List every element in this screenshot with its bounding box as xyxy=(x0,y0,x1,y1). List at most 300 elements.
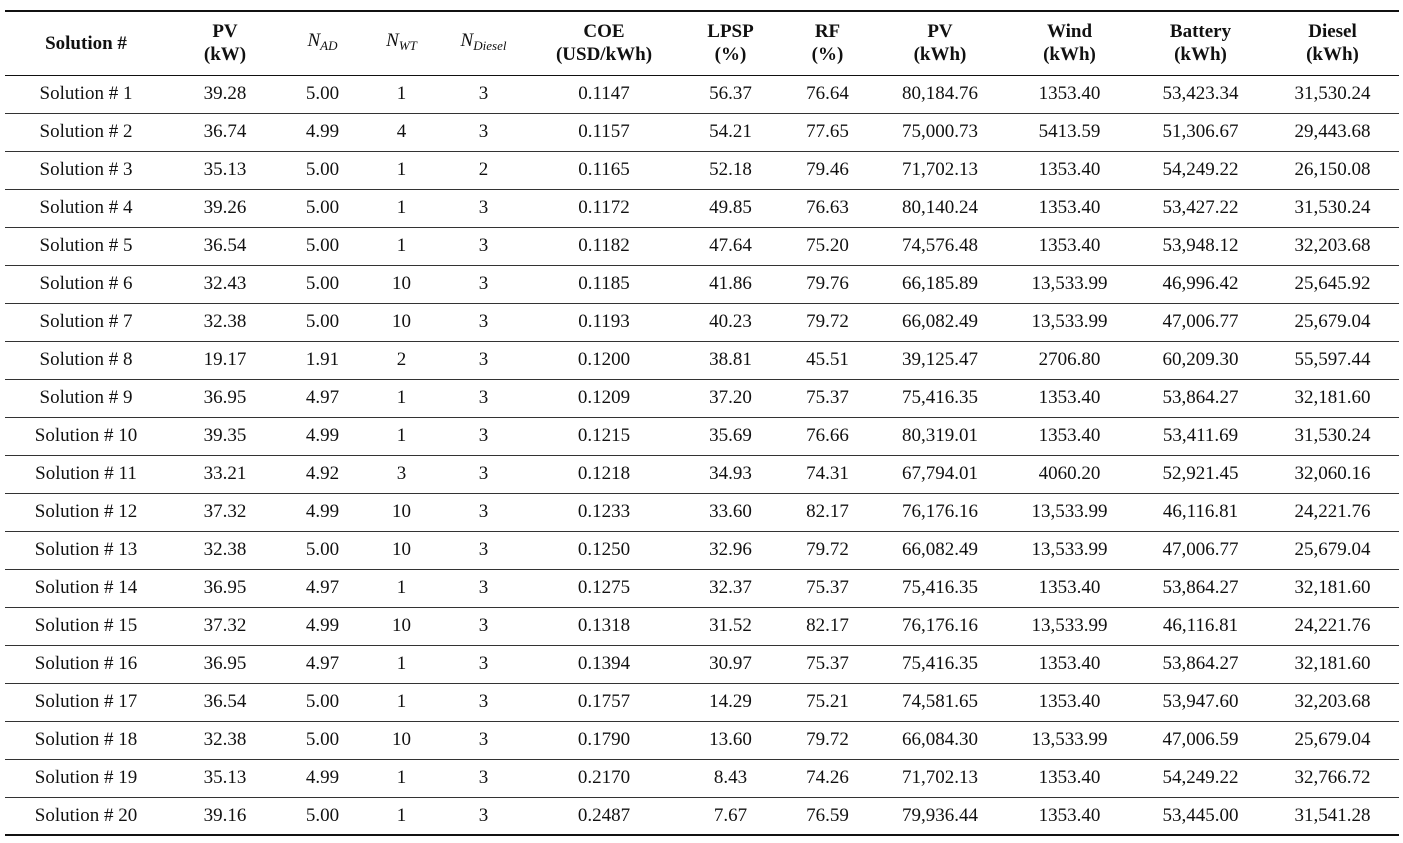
header-coe-unit: (USD/kWh) xyxy=(555,44,653,66)
n-wt-cell: 1 xyxy=(362,569,441,607)
n-ad-cell: 4.92 xyxy=(283,455,362,493)
n-wt-cell: 4 xyxy=(362,113,441,151)
pv-kwh-cell: 75,416.35 xyxy=(876,379,1004,417)
battery-kwh-cell: 53,864.27 xyxy=(1135,379,1266,417)
table-row xyxy=(5,645,1399,683)
header-pv-kw-unit: (kW) xyxy=(203,44,247,66)
solution-cell: Solution # 15 xyxy=(5,607,167,645)
pv-kw-cell: 32.43 xyxy=(167,265,283,303)
pv-kw-cell: 35.13 xyxy=(167,151,283,189)
header-rf-unit: (%) xyxy=(811,44,844,66)
coe-cell: 0.1218 xyxy=(526,455,682,493)
diesel-kwh-cell: 32,181.60 xyxy=(1266,569,1399,607)
coe-cell: 0.1182 xyxy=(526,227,682,265)
battery-kwh-cell: 53,445.00 xyxy=(1135,797,1266,835)
battery-kwh-cell: 47,006.77 xyxy=(1135,303,1266,341)
table-row xyxy=(5,797,1399,835)
n-wt-cell: 2 xyxy=(362,341,441,379)
n-ad-cell: 5.00 xyxy=(283,151,362,189)
pv-kwh-cell: 80,184.76 xyxy=(876,75,1004,113)
header-n-wt-sub: WT xyxy=(398,38,417,54)
header-solution-label: Solution # xyxy=(45,32,127,54)
n-wt-cell: 3 xyxy=(362,455,441,493)
rf-cell: 79.72 xyxy=(779,303,876,341)
coe-cell: 0.1147 xyxy=(526,75,682,113)
rf-cell: 75.37 xyxy=(779,569,876,607)
table-row xyxy=(5,189,1399,227)
rf-cell: 76.59 xyxy=(779,797,876,835)
battery-kwh-cell: 46,116.81 xyxy=(1135,607,1266,645)
header-rf xyxy=(779,11,876,75)
rf-cell: 45.51 xyxy=(779,341,876,379)
battery-kwh-cell: 46,116.81 xyxy=(1135,493,1266,531)
header-n-ad-base: N xyxy=(307,30,321,52)
table-row xyxy=(5,379,1399,417)
n-ad-cell: 1.91 xyxy=(283,341,362,379)
n-wt-cell: 1 xyxy=(362,797,441,835)
solutions-table xyxy=(5,10,1399,836)
solution-cell: Solution # 1 xyxy=(5,75,167,113)
rf-cell: 75.20 xyxy=(779,227,876,265)
header-solution xyxy=(5,11,167,75)
header-n-ad xyxy=(283,11,362,75)
n-ad-cell: 4.99 xyxy=(283,607,362,645)
pv-kwh-cell: 66,084.30 xyxy=(876,721,1004,759)
pv-kwh-cell: 75,000.73 xyxy=(876,113,1004,151)
rf-cell: 75.37 xyxy=(779,645,876,683)
coe-cell: 0.2487 xyxy=(526,797,682,835)
n-wt-cell: 1 xyxy=(362,75,441,113)
rf-cell: 79.76 xyxy=(779,265,876,303)
n-ad-cell: 4.97 xyxy=(283,379,362,417)
n-diesel-cell: 3 xyxy=(441,531,526,569)
coe-cell: 0.1200 xyxy=(526,341,682,379)
battery-kwh-cell: 47,006.59 xyxy=(1135,721,1266,759)
header-lpsp-label: LPSP xyxy=(707,21,754,43)
table-row xyxy=(5,493,1399,531)
pv-kw-cell: 39.26 xyxy=(167,189,283,227)
diesel-kwh-cell: 25,679.04 xyxy=(1266,303,1399,341)
coe-cell: 0.1394 xyxy=(526,645,682,683)
solution-cell: Solution # 4 xyxy=(5,189,167,227)
lpsp-cell: 40.23 xyxy=(682,303,779,341)
battery-kwh-cell: 47,006.77 xyxy=(1135,531,1266,569)
battery-kwh-cell: 51,306.67 xyxy=(1135,113,1266,151)
pv-kwh-cell: 80,140.24 xyxy=(876,189,1004,227)
n-diesel-cell: 3 xyxy=(441,417,526,455)
header-pv-kw-label: PV xyxy=(212,21,238,43)
pv-kwh-cell: 39,125.47 xyxy=(876,341,1004,379)
lpsp-cell: 52.18 xyxy=(682,151,779,189)
wind-kwh-cell: 13,533.99 xyxy=(1004,607,1135,645)
solution-cell: Solution # 18 xyxy=(5,721,167,759)
pv-kwh-cell: 67,794.01 xyxy=(876,455,1004,493)
n-ad-cell: 4.99 xyxy=(283,417,362,455)
rf-cell: 76.63 xyxy=(779,189,876,227)
n-ad-cell: 4.97 xyxy=(283,645,362,683)
header-coe-label: COE xyxy=(583,21,625,43)
diesel-kwh-cell: 25,679.04 xyxy=(1266,531,1399,569)
n-ad-cell: 4.99 xyxy=(283,493,362,531)
table-row xyxy=(5,607,1399,645)
coe-cell: 0.1193 xyxy=(526,303,682,341)
diesel-kwh-cell: 31,530.24 xyxy=(1266,417,1399,455)
table-row xyxy=(5,531,1399,569)
header-battery-kwh xyxy=(1135,11,1266,75)
n-diesel-cell: 3 xyxy=(441,265,526,303)
pv-kw-cell: 39.16 xyxy=(167,797,283,835)
table-row xyxy=(5,113,1399,151)
lpsp-cell: 37.20 xyxy=(682,379,779,417)
table-header xyxy=(5,11,1399,75)
n-diesel-cell: 2 xyxy=(441,151,526,189)
solution-cell: Solution # 12 xyxy=(5,493,167,531)
diesel-kwh-cell: 31,530.24 xyxy=(1266,189,1399,227)
pv-kw-cell: 32.38 xyxy=(167,303,283,341)
n-wt-cell: 1 xyxy=(362,189,441,227)
lpsp-cell: 34.93 xyxy=(682,455,779,493)
battery-kwh-cell: 53,411.69 xyxy=(1135,417,1266,455)
battery-kwh-cell: 52,921.45 xyxy=(1135,455,1266,493)
battery-kwh-cell: 54,249.22 xyxy=(1135,759,1266,797)
n-wt-cell: 10 xyxy=(362,531,441,569)
n-wt-cell: 1 xyxy=(362,683,441,721)
header-diesel-kwh-unit: (kWh) xyxy=(1306,44,1359,66)
n-diesel-cell: 3 xyxy=(441,341,526,379)
wind-kwh-cell: 1353.40 xyxy=(1004,379,1135,417)
diesel-kwh-cell: 32,203.68 xyxy=(1266,227,1399,265)
rf-cell: 79.72 xyxy=(779,531,876,569)
coe-cell: 0.1757 xyxy=(526,683,682,721)
table-row xyxy=(5,455,1399,493)
header-coe xyxy=(526,11,682,75)
pv-kwh-cell: 75,416.35 xyxy=(876,645,1004,683)
solution-cell: Solution # 10 xyxy=(5,417,167,455)
wind-kwh-cell: 1353.40 xyxy=(1004,151,1135,189)
lpsp-cell: 33.60 xyxy=(682,493,779,531)
diesel-kwh-cell: 31,530.24 xyxy=(1266,75,1399,113)
pv-kw-cell: 37.32 xyxy=(167,607,283,645)
table-row xyxy=(5,227,1399,265)
n-wt-cell: 1 xyxy=(362,417,441,455)
battery-kwh-cell: 46,996.42 xyxy=(1135,265,1266,303)
n-ad-cell: 5.00 xyxy=(283,227,362,265)
solution-cell: Solution # 6 xyxy=(5,265,167,303)
table-row xyxy=(5,341,1399,379)
n-ad-cell: 5.00 xyxy=(283,265,362,303)
n-ad-cell: 5.00 xyxy=(283,797,362,835)
n-diesel-cell: 3 xyxy=(441,227,526,265)
coe-cell: 0.1165 xyxy=(526,151,682,189)
n-wt-cell: 10 xyxy=(362,493,441,531)
header-rf-label: RF xyxy=(814,21,841,43)
diesel-kwh-cell: 25,679.04 xyxy=(1266,721,1399,759)
n-diesel-cell: 3 xyxy=(441,645,526,683)
table-body xyxy=(5,75,1399,835)
diesel-kwh-cell: 26,150.08 xyxy=(1266,151,1399,189)
lpsp-cell: 30.97 xyxy=(682,645,779,683)
solution-cell: Solution # 20 xyxy=(5,797,167,835)
lpsp-cell: 14.29 xyxy=(682,683,779,721)
pv-kw-cell: 36.95 xyxy=(167,569,283,607)
table-row xyxy=(5,759,1399,797)
lpsp-cell: 38.81 xyxy=(682,341,779,379)
pv-kwh-cell: 76,176.16 xyxy=(876,607,1004,645)
pv-kw-cell: 39.28 xyxy=(167,75,283,113)
lpsp-cell: 7.67 xyxy=(682,797,779,835)
header-pv-kwh xyxy=(876,11,1004,75)
diesel-kwh-cell: 32,766.72 xyxy=(1266,759,1399,797)
coe-cell: 0.1250 xyxy=(526,531,682,569)
diesel-kwh-cell: 32,181.60 xyxy=(1266,645,1399,683)
results-table-container xyxy=(5,10,1399,836)
lpsp-cell: 47.64 xyxy=(682,227,779,265)
battery-kwh-cell: 54,249.22 xyxy=(1135,151,1266,189)
header-diesel-kwh xyxy=(1266,11,1399,75)
header-row xyxy=(5,11,1399,75)
rf-cell: 76.64 xyxy=(779,75,876,113)
solution-cell: Solution # 11 xyxy=(5,455,167,493)
coe-cell: 0.1157 xyxy=(526,113,682,151)
n-wt-cell: 10 xyxy=(362,265,441,303)
wind-kwh-cell: 1353.40 xyxy=(1004,189,1135,227)
pv-kwh-cell: 76,176.16 xyxy=(876,493,1004,531)
n-diesel-cell: 3 xyxy=(441,189,526,227)
n-diesel-cell: 3 xyxy=(441,303,526,341)
lpsp-cell: 32.96 xyxy=(682,531,779,569)
solution-cell: Solution # 9 xyxy=(5,379,167,417)
wind-kwh-cell: 1353.40 xyxy=(1004,417,1135,455)
battery-kwh-cell: 53,427.22 xyxy=(1135,189,1266,227)
pv-kw-cell: 36.95 xyxy=(167,379,283,417)
table-row xyxy=(5,303,1399,341)
rf-cell: 82.17 xyxy=(779,493,876,531)
diesel-kwh-cell: 24,221.76 xyxy=(1266,607,1399,645)
wind-kwh-cell: 1353.40 xyxy=(1004,759,1135,797)
n-wt-cell: 1 xyxy=(362,151,441,189)
pv-kwh-cell: 71,702.13 xyxy=(876,759,1004,797)
pv-kw-cell: 37.32 xyxy=(167,493,283,531)
solution-cell: Solution # 8 xyxy=(5,341,167,379)
pv-kwh-cell: 80,319.01 xyxy=(876,417,1004,455)
pv-kwh-cell: 74,581.65 xyxy=(876,683,1004,721)
battery-kwh-cell: 53,947.60 xyxy=(1135,683,1266,721)
header-battery-kwh-unit: (kWh) xyxy=(1174,44,1227,66)
wind-kwh-cell: 13,533.99 xyxy=(1004,265,1135,303)
table-row xyxy=(5,75,1399,113)
lpsp-cell: 35.69 xyxy=(682,417,779,455)
header-diesel-kwh-label: Diesel xyxy=(1308,21,1357,43)
n-diesel-cell: 3 xyxy=(441,113,526,151)
wind-kwh-cell: 1353.40 xyxy=(1004,227,1135,265)
coe-cell: 0.1275 xyxy=(526,569,682,607)
lpsp-cell: 54.21 xyxy=(682,113,779,151)
solution-cell: Solution # 19 xyxy=(5,759,167,797)
wind-kwh-cell: 13,533.99 xyxy=(1004,531,1135,569)
battery-kwh-cell: 60,209.30 xyxy=(1135,341,1266,379)
battery-kwh-cell: 53,948.12 xyxy=(1135,227,1266,265)
pv-kwh-cell: 71,702.13 xyxy=(876,151,1004,189)
pv-kwh-cell: 74,576.48 xyxy=(876,227,1004,265)
header-n-wt xyxy=(362,11,441,75)
header-n-diesel-sub: Diesel xyxy=(473,38,507,54)
rf-cell: 75.37 xyxy=(779,379,876,417)
pv-kw-cell: 33.21 xyxy=(167,455,283,493)
n-ad-cell: 5.00 xyxy=(283,683,362,721)
table-row xyxy=(5,417,1399,455)
n-ad-cell: 5.00 xyxy=(283,303,362,341)
n-ad-cell: 5.00 xyxy=(283,75,362,113)
table-row xyxy=(5,721,1399,759)
n-diesel-cell: 3 xyxy=(441,455,526,493)
n-diesel-cell: 3 xyxy=(441,721,526,759)
diesel-kwh-cell: 31,541.28 xyxy=(1266,797,1399,835)
diesel-kwh-cell: 24,221.76 xyxy=(1266,493,1399,531)
coe-cell: 0.1215 xyxy=(526,417,682,455)
solution-cell: Solution # 17 xyxy=(5,683,167,721)
n-wt-cell: 1 xyxy=(362,227,441,265)
header-lpsp-unit: (%) xyxy=(714,44,747,66)
battery-kwh-cell: 53,864.27 xyxy=(1135,645,1266,683)
header-battery-kwh-label: Battery xyxy=(1169,21,1232,43)
wind-kwh-cell: 5413.59 xyxy=(1004,113,1135,151)
wind-kwh-cell: 4060.20 xyxy=(1004,455,1135,493)
header-n-ad-sub: AD xyxy=(320,38,338,54)
lpsp-cell: 8.43 xyxy=(682,759,779,797)
battery-kwh-cell: 53,423.34 xyxy=(1135,75,1266,113)
lpsp-cell: 49.85 xyxy=(682,189,779,227)
diesel-kwh-cell: 32,203.68 xyxy=(1266,683,1399,721)
rf-cell: 79.72 xyxy=(779,721,876,759)
coe-cell: 0.1233 xyxy=(526,493,682,531)
wind-kwh-cell: 1353.40 xyxy=(1004,645,1135,683)
header-wind-kwh xyxy=(1004,11,1135,75)
lpsp-cell: 31.52 xyxy=(682,607,779,645)
pv-kwh-cell: 79,936.44 xyxy=(876,797,1004,835)
n-wt-cell: 1 xyxy=(362,759,441,797)
table-row xyxy=(5,265,1399,303)
n-diesel-cell: 3 xyxy=(441,607,526,645)
pv-kw-cell: 35.13 xyxy=(167,759,283,797)
wind-kwh-cell: 2706.80 xyxy=(1004,341,1135,379)
solution-cell: Solution # 14 xyxy=(5,569,167,607)
pv-kw-cell: 36.54 xyxy=(167,227,283,265)
solution-cell: Solution # 3 xyxy=(5,151,167,189)
diesel-kwh-cell: 32,181.60 xyxy=(1266,379,1399,417)
wind-kwh-cell: 1353.40 xyxy=(1004,75,1135,113)
coe-cell: 0.1790 xyxy=(526,721,682,759)
pv-kw-cell: 39.35 xyxy=(167,417,283,455)
diesel-kwh-cell: 25,645.92 xyxy=(1266,265,1399,303)
n-wt-cell: 1 xyxy=(362,379,441,417)
n-wt-cell: 10 xyxy=(362,721,441,759)
pv-kwh-cell: 66,082.49 xyxy=(876,303,1004,341)
pv-kwh-cell: 66,082.49 xyxy=(876,531,1004,569)
lpsp-cell: 13.60 xyxy=(682,721,779,759)
pv-kwh-cell: 75,416.35 xyxy=(876,569,1004,607)
rf-cell: 76.66 xyxy=(779,417,876,455)
n-ad-cell: 5.00 xyxy=(283,531,362,569)
n-ad-cell: 4.99 xyxy=(283,113,362,151)
n-wt-cell: 10 xyxy=(362,303,441,341)
solution-cell: Solution # 5 xyxy=(5,227,167,265)
coe-cell: 0.1318 xyxy=(526,607,682,645)
pv-kw-cell: 36.74 xyxy=(167,113,283,151)
diesel-kwh-cell: 55,597.44 xyxy=(1266,341,1399,379)
header-wind-kwh-unit: (kWh) xyxy=(1043,44,1096,66)
pv-kw-cell: 32.38 xyxy=(167,531,283,569)
header-pv-kw xyxy=(167,11,283,75)
rf-cell: 82.17 xyxy=(779,607,876,645)
solution-cell: Solution # 16 xyxy=(5,645,167,683)
n-diesel-cell: 3 xyxy=(441,797,526,835)
rf-cell: 75.21 xyxy=(779,683,876,721)
wind-kwh-cell: 13,533.99 xyxy=(1004,721,1135,759)
rf-cell: 77.65 xyxy=(779,113,876,151)
coe-cell: 0.1172 xyxy=(526,189,682,227)
n-ad-cell: 4.99 xyxy=(283,759,362,797)
n-wt-cell: 1 xyxy=(362,645,441,683)
pv-kw-cell: 19.17 xyxy=(167,341,283,379)
n-ad-cell: 5.00 xyxy=(283,189,362,227)
header-wind-kwh-label: Wind xyxy=(1046,21,1093,43)
solution-cell: Solution # 2 xyxy=(5,113,167,151)
n-diesel-cell: 3 xyxy=(441,379,526,417)
wind-kwh-cell: 13,533.99 xyxy=(1004,493,1135,531)
n-ad-cell: 4.97 xyxy=(283,569,362,607)
header-n-diesel xyxy=(441,11,526,75)
header-pv-kwh-unit: (kWh) xyxy=(913,44,967,66)
coe-cell: 0.1185 xyxy=(526,265,682,303)
rf-cell: 79.46 xyxy=(779,151,876,189)
pv-kw-cell: 36.54 xyxy=(167,683,283,721)
solution-cell: Solution # 13 xyxy=(5,531,167,569)
table-row xyxy=(5,569,1399,607)
header-n-wt-base: N xyxy=(386,30,399,52)
n-diesel-cell: 3 xyxy=(441,75,526,113)
pv-kwh-cell: 66,185.89 xyxy=(876,265,1004,303)
wind-kwh-cell: 1353.40 xyxy=(1004,569,1135,607)
lpsp-cell: 41.86 xyxy=(682,265,779,303)
rf-cell: 74.31 xyxy=(779,455,876,493)
n-diesel-cell: 3 xyxy=(441,493,526,531)
n-wt-cell: 10 xyxy=(362,607,441,645)
header-lpsp xyxy=(682,11,779,75)
diesel-kwh-cell: 32,060.16 xyxy=(1266,455,1399,493)
coe-cell: 0.1209 xyxy=(526,379,682,417)
header-pv-kwh-label: PV xyxy=(927,21,953,43)
lpsp-cell: 56.37 xyxy=(682,75,779,113)
lpsp-cell: 32.37 xyxy=(682,569,779,607)
pv-kw-cell: 32.38 xyxy=(167,721,283,759)
n-diesel-cell: 3 xyxy=(441,759,526,797)
header-n-diesel-base: N xyxy=(460,30,474,52)
pv-kw-cell: 36.95 xyxy=(167,645,283,683)
solution-cell: Solution # 7 xyxy=(5,303,167,341)
n-diesel-cell: 3 xyxy=(441,569,526,607)
n-ad-cell: 5.00 xyxy=(283,721,362,759)
wind-kwh-cell: 13,533.99 xyxy=(1004,303,1135,341)
coe-cell: 0.2170 xyxy=(526,759,682,797)
table-row xyxy=(5,151,1399,189)
battery-kwh-cell: 53,864.27 xyxy=(1135,569,1266,607)
table-row xyxy=(5,683,1399,721)
rf-cell: 74.26 xyxy=(779,759,876,797)
wind-kwh-cell: 1353.40 xyxy=(1004,683,1135,721)
n-diesel-cell: 3 xyxy=(441,683,526,721)
wind-kwh-cell: 1353.40 xyxy=(1004,797,1135,835)
diesel-kwh-cell: 29,443.68 xyxy=(1266,113,1399,151)
